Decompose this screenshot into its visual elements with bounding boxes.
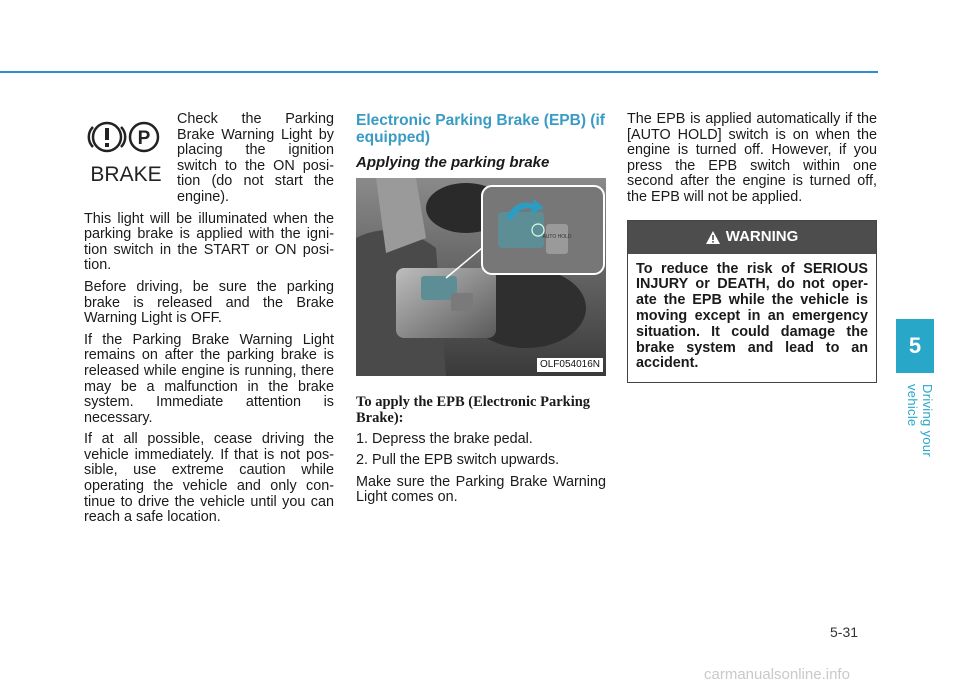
step-2: 2. Pull the EPB switch upwards. [356,452,560,469]
brake-icon-label: BRAKE [90,163,162,186]
paragraph-4: If at all possible, cease driving the vehicle immediately. If that is not pos- sible, use extreme caution while operating the vehicle and only con- tinue to drive the vehicle until you can reach a safe location. [84,431,334,526]
figure-code: OLF054016N [537,358,603,372]
left-column [84,112,334,532]
epb-figure [356,178,606,376]
section-title: Electronic Parking Brake (EPB) (if equipped) [356,112,605,146]
step-1: 1. Depress the brake pedal. [356,430,533,447]
figure-switch-label: AUTO HOLD [542,233,572,240]
auto-hold-paragraph: The EPB is applied automatically if the [AUTO HOLD] switch is on when the engine is turned off. However, if you press the EPB switch within one second after the engine is turned off, the EPB will not be applied. [627,111,877,205]
paragraph-2: Before driving, be sure the parking brake is released and the Brake Warning Light is OFF. [84,278,334,327]
procedure-title: To apply the EPB (Electronic Parking Brake): [356,393,591,426]
intro-text: Check the Parking Brake Warning Light by placing the ignition switch to the ON posi- tion (do not start the engine). [177,111,334,205]
page-number: 5-31 [830,624,859,640]
paragraph-1: This light will be illuminated when the parking brake is applied with the igni- tion switch in the START or ON posi- tion. [84,210,334,274]
paragraph-3: If the Parking Brake Warning Light remains on after the parking brake is released while engine is running, there may be a malfunction in the brake system. Immediate attention is necessary. [84,331,334,426]
middle-column [356,112,606,512]
warning-triangle-icon [706,231,720,244]
warning-title: WARNING [725,228,799,246]
warning-header [628,221,876,254]
watermark: carmanualsonline.info [704,666,850,683]
epb-console-photo [356,178,606,376]
header-rule [0,71,878,73]
warning-text: To reduce the risk of SERIOUS INJURY or DEATH, do not oper- ate the EPB while the vehicle is moving except in an emergency situation. It could damage the brake system and lead to an accident. [636,260,868,372]
brake-warning-icon [84,115,169,190]
right-column [627,112,877,383]
warning-box [627,220,877,384]
svg-text:P: P [137,128,151,149]
chapter-title: Driving your vehicle [905,384,935,457]
note-text: Make sure the Parking Brake Warning Light comes on. [356,473,606,506]
chapter-number-tab: 5 [896,319,934,373]
subsection-title: Applying the parking brake [356,154,550,171]
